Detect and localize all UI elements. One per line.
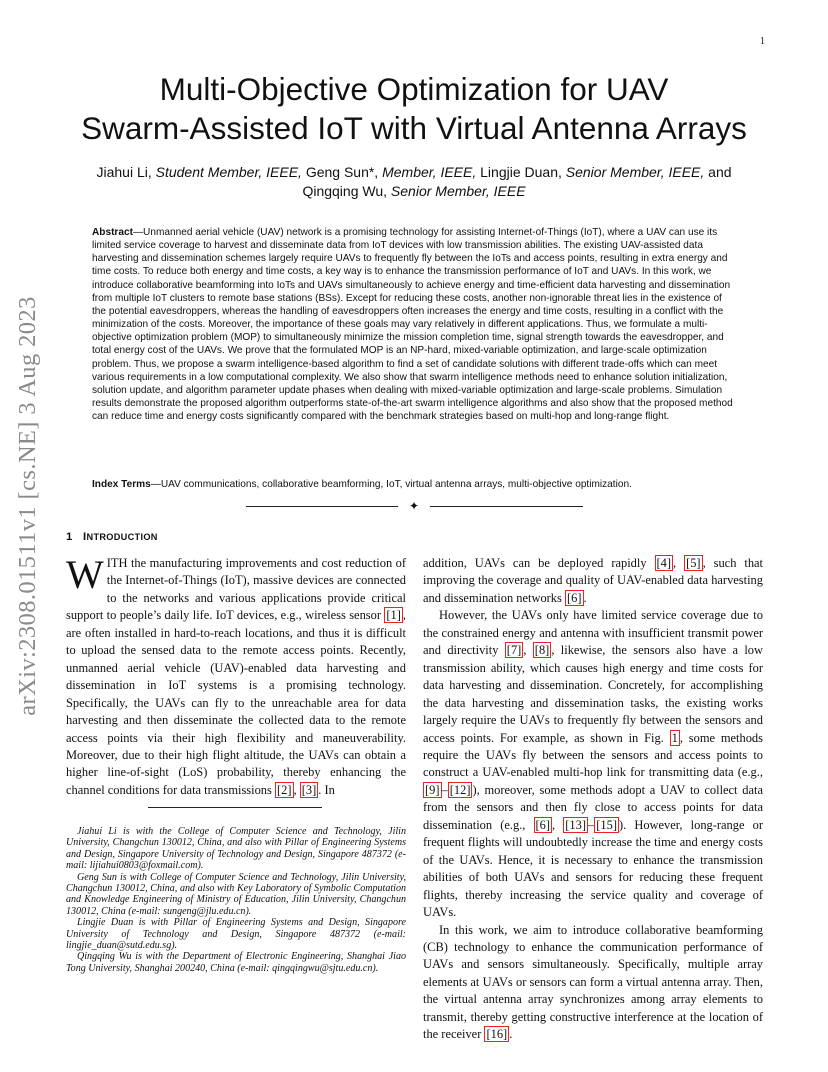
author-name: Geng Sun*,	[305, 164, 379, 180]
paragraph-text: .	[509, 1027, 513, 1042]
citation-link[interactable]: [2]	[276, 782, 292, 797]
index-terms-text: —UAV communications, collaborative beamforming, IoT, virtual antenna arrays, multi-objective optimization.	[150, 479, 632, 490]
footnote: Lingjie Duan is with Pillar of Engineering Systems and Design, Singapore University of Technology and Design, Singapore 487372 (e-mail: lingjie_duan@sutd.edu.sg).	[66, 917, 406, 952]
divider-right	[430, 506, 583, 507]
title-line-2: Swarm-Assisted IoT with Virtual Antenna Arrays	[81, 110, 747, 146]
figure-link[interactable]: 1	[671, 730, 678, 745]
footnote: Geng Sun is with College of Computer Science and Technology, Jilin University, Changchun 130012, China, and also with Key Laboratory of Symbolic Computation and Knowledge Engineering of Ministry of Education, Jilin University, Changchun 130012, China (e-mail: sungeng@jlu.edu.cn).	[66, 871, 406, 917]
citation-link[interactable]: [8]	[534, 643, 550, 658]
page-number: 1	[760, 36, 765, 47]
paragraph-text: ,	[523, 643, 533, 658]
paper-title	[60, 70, 768, 148]
paragraph-text: However, the UAVs only have limited service coverage due to the constrained energy and antenna with insufficient transmit power and directivity	[423, 608, 763, 658]
author-role: Senior Member, IEEE	[390, 183, 526, 199]
author-list	[60, 163, 768, 201]
section-heading	[66, 531, 158, 543]
footnote-rule	[148, 807, 322, 808]
intro-paragraph	[423, 922, 763, 1044]
footnote: Qingqing Wu is with the Department of Electronic Engineering, Shanghai Jiao Tong University, Shanghai 200240, China (e-mail: qingqingwu@sjtu.edu.cn).	[66, 951, 406, 974]
citation-link[interactable]: [15]	[596, 817, 617, 832]
paragraph-text: . In	[318, 782, 335, 797]
paragraph-text: ,	[293, 782, 300, 797]
abstract-text: —Unmanned aerial vehicle (UAV) network is a promising technology for assisting Internet-of-Things (IoT), where a UAV can use its limited service coverage to harvest and disseminate data from IoT devices with low transmission abilities. The existing UAV-assisted data harvesting and dissemination schemes largely require UAVs to frequently fly between the IoTs and access points, resulting in extra energy and time costs. To reduce both energy and time costs, a key way is to enhance the transmission performance of IoT and UAVs. In this work, we introduce collaborative beamforming into IoTs and UAVs simultaneously to achieve energy and time-efficient data harvesting and dissemination from multiple IoT clusters to remote base stations (BSs). Except for reducing these costs, another non-ignorable threat lies in the existence of the potential eavesdroppers, whereas the handling of eavesdroppers often increases the energy and time costs, resulting in a conflict with the minimization of the costs. Moreover, the importance of these goals may vary relatively in different applications. Thus, we formulate a multi-objective optimization problem (MOP) to simultaneously minimize the mission completion time, signal strength towards the eavesdropper, and total energy cost of the UAVs. We prove that the formulated MOP is an NP-hard, mixed-variable optimization, and large-scale optimization problem. Thus, we propose a swarm intelligence-based algorithm to find a set of candidate solutions with different trade-offs which can meet various requirements in a low computational complexity. We also show that swarm intelligence methods need to enhance solution initialization, solution update, and algorithm parameter update phases when dealing with mixed-variable optimization and large-scale problems. Simulation results demonstrate the proposed algorithm outperforms state-of-the-art swarm intelligence algorithms and also show that the proposed method can reduce time and energy costs significantly compared with the benchmark strategies based on multi-hop and long-range flight.	[92, 227, 733, 423]
citation-link[interactable]: [4]	[656, 556, 672, 570]
citation-link[interactable]: [13]	[565, 817, 587, 832]
author-role: Student Member, IEEE,	[155, 164, 302, 180]
author-conjunction: and	[708, 164, 732, 180]
index-terms	[92, 478, 736, 491]
citation-link[interactable]: [12]	[449, 782, 471, 797]
divider-diamond-icon: ✦	[409, 499, 420, 513]
footnotes	[66, 826, 406, 974]
section-title-rest: NTRODUCTION	[86, 532, 158, 542]
citation-link[interactable]: [6]	[535, 817, 551, 832]
citation-link[interactable]: [1]	[386, 608, 401, 623]
author-role: Member, IEEE,	[382, 164, 477, 180]
intro-paragraph	[66, 552, 406, 799]
index-terms-label: Index Terms	[92, 479, 151, 490]
intro-paragraph	[423, 555, 763, 607]
divider-left	[246, 506, 398, 507]
paragraph-text: , some methods require the UAVs fly between the sensors and access points to construct a UAV-enabled multi-hop link for transmitting data (e.g.,	[423, 730, 763, 780]
author-name: Qingqing Wu,	[302, 183, 388, 199]
paragraph-text: , likewise, the sensors also have a low transmission ability, which causes high energy and time costs for data harvesting and dissemination. Concretely, for accomplishing the data harvesting and dissemination tasks, the existing works largely require the UAVs to frequently fly between the sensors and access points. For example, as shown in Fig.	[423, 643, 764, 745]
paragraph-text: ,	[673, 556, 685, 570]
citation-link[interactable]: [7]	[506, 643, 522, 658]
paragraph-text: addition, UAVs can be deployed rapidly	[423, 556, 655, 570]
paragraph-text: , such that improving the coverage and quality of UAV-enabled data harvesting and dissemination networks	[423, 556, 764, 605]
paragraph-text: ), moreover, some methods adopt a UAV to collect data from the sensors and then fly close to access points for data dissemination (e.g.,	[423, 782, 763, 832]
author-name: Lingjie Duan,	[480, 164, 562, 180]
section-title-initial: I	[83, 531, 87, 543]
column-left	[66, 552, 406, 799]
abstract	[92, 226, 736, 423]
arxiv-sidebar	[0, 0, 52, 1072]
citation-link[interactable]: [3]	[301, 782, 317, 797]
title-line-1: Multi-Objective Optimization for UAV	[159, 71, 669, 107]
citation-link[interactable]: [9]	[425, 782, 440, 797]
paragraph-text: ITH the manufacturing improvements and cost reduction of the Internet-of-Things (IoT), massive devices are connected to the networks and various applications provide critical support to people’s daily life. IoT devices, e.g., wireless sensor	[66, 556, 406, 623]
citation-link[interactable]: [6]	[566, 590, 582, 605]
paragraph-text: –	[441, 782, 448, 797]
citation-link[interactable]: [16]	[486, 1027, 508, 1042]
intro-paragraph	[423, 607, 763, 921]
column-right	[423, 555, 763, 1044]
paragraph-text: ,	[552, 817, 564, 832]
paragraph-text: ). However, long-range or frequent flights will undoubtedly increase the time and energy costs of the UAVs. Hence, it is necessary to enhance the transmission abilities of both UAVs and sensors for reducing these frequent flights, thereby increasing the service quality and coverage of UAVs.	[423, 817, 763, 920]
author-role: Senior Member, IEEE,	[565, 164, 705, 180]
section-number: 1	[66, 531, 73, 543]
arxiv-stamp: arXiv:2308.01511v1 [cs.NE] 3 Aug 2023	[14, 296, 41, 716]
author-name: Jiahui Li,	[96, 164, 152, 180]
drop-cap: W	[66, 552, 104, 597]
abstract-label: Abstract	[92, 227, 133, 238]
footnote: Jiahui Li is with the College of Computer Science and Technology, Jilin University, Changchun 130012, China, and also with Pillar of Engineering Systems and Design, Singapore University of Technology and Design, Singapore 487372 (e-mail: lijiahui0803@foxmail.com).	[66, 826, 406, 872]
paragraph-text: .	[583, 590, 587, 605]
citation-link[interactable]: [5]	[686, 556, 701, 570]
paragraph-text: In this work, we aim to introduce collaborative beamforming (CB) technology to enhance the communication performance of UAVs and sensors simultaneously. Specifically, multiple array elements at UAVs or sensors can form a virtual antenna array. Then, the virtual antenna array synchronizes among array elements to transmit, thereby getting constructive interference at the location of the receiver	[423, 922, 763, 1042]
paragraph-text: , are often installed in hard-to-reach locations, and thus it is difficult to upload the sensed data to the remote access points. Recently, unmanned aerial vehicle (UAV)-enabled data harvesting and dissemination in IoT systems is a promising technology. Specifically, the UAVs can fly to the unreachable area for data harvesting and then disseminate the collected data to the remote access points via their high flexibility and maneuverability. Moreover, due to their high flight altitude, the UAVs can obtain a higher line-of-sight (LoS) probability, thereby enhancing the channel conditions for data transmissions	[66, 608, 406, 797]
paragraph-text: –	[588, 817, 595, 832]
